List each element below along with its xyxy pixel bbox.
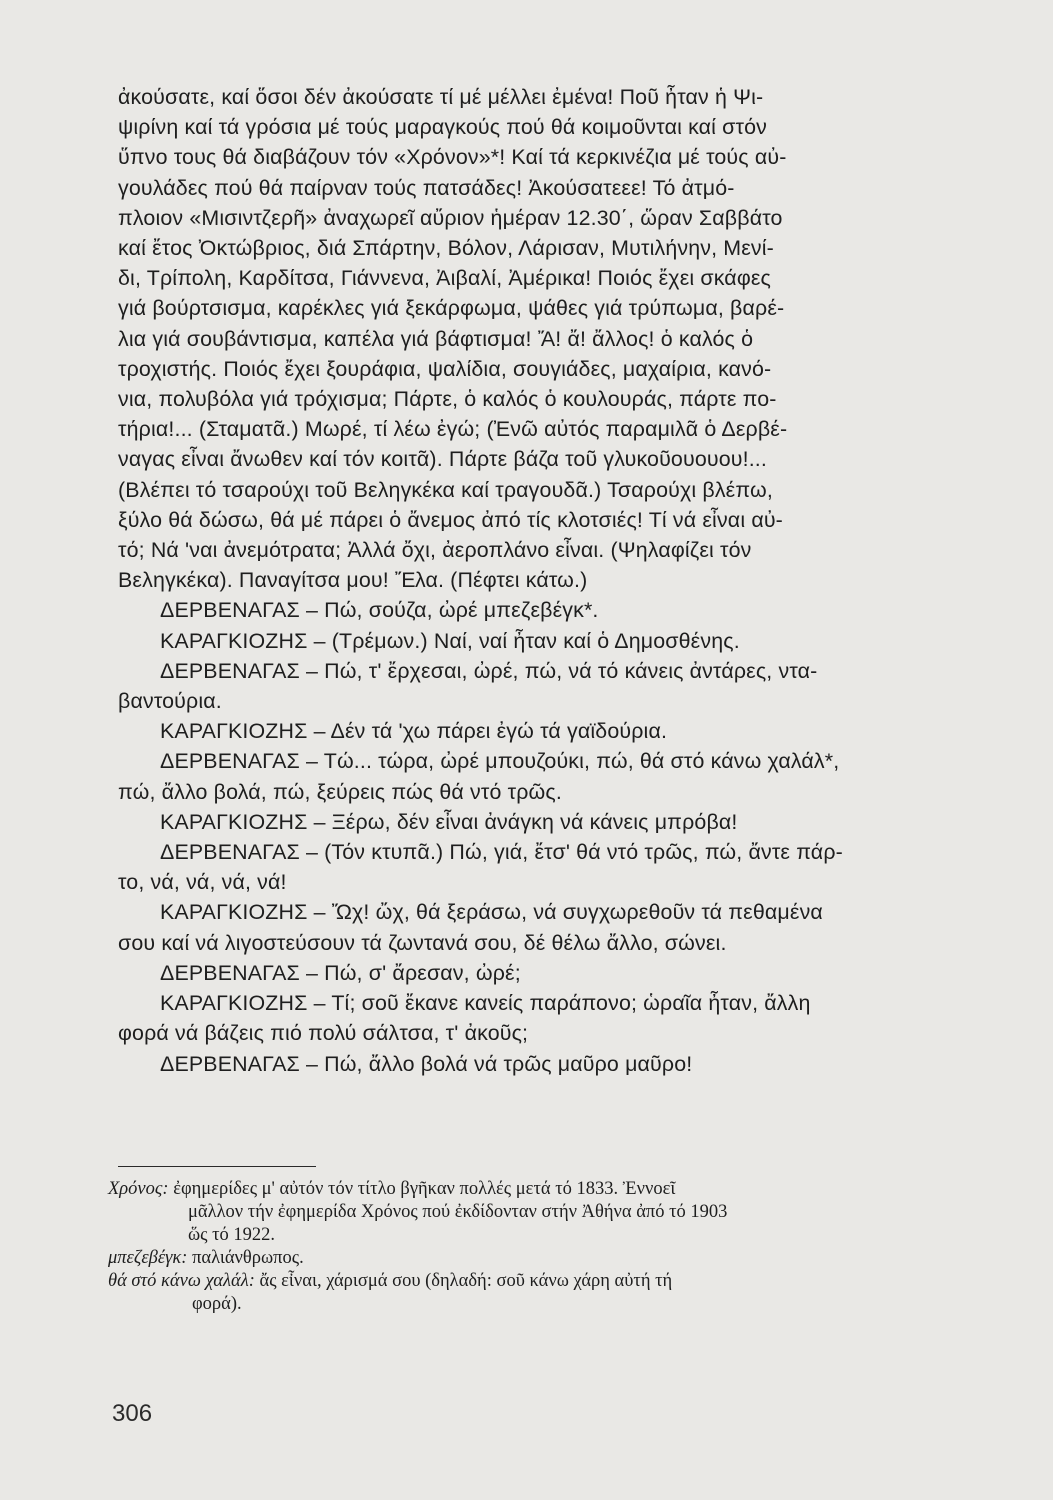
footnote-text: ὥς τό 1922. (188, 1225, 276, 1245)
dialogue-line: ΔΕΡΒΕΝΑΓΑΣ – Τώ... τώρα, ὠρέ μπουζούκι, πώ, θά στό κάνω χαλάλ*, (160, 749, 840, 774)
monologue-paragraph (118, 82, 976, 595)
text-line: λια γιά σουβάντισμα, καπέλα γιά βάφτισμα! Ἄ! ἄ! ἄλλος! ὁ καλός ὁ (118, 326, 754, 351)
text-line: νια, πολυβόλα γιά τρόχισμα; Πάρτε, ὁ καλός ὁ κουλουράς, πάρτε πο- (118, 387, 777, 412)
text-line: ψιρίνη καί τά γρόσια μέ τούς μαραγκούς πού θά κοιμοῦνται καί στόν (118, 115, 768, 140)
dialogue-line: ΚΑΡΑΓΚΙΟΖΗΣ – (Τρέμων.) Ναί, ναί ἦταν καί ὁ Δημοσθένης. (160, 628, 740, 653)
footnote-text: ἐφημερίδες μ' αὐτόν τόν τίτλο βγῆκαν πολλές μετά τό 1833. Ἐννοεῖ (173, 1179, 676, 1199)
text-line: ὕπνο τους θά διαβάζουν τόν «Χρόνον»*! Καί τά κερκινέζια μέ τούς αὐ- (118, 145, 787, 170)
dialogue-line: ΔΕΡΒΕΝΑΓΑΣ – Πώ, ἄλλο βολά νά τρῶς μαῦρο μαῦρο! (160, 1051, 693, 1076)
page-number: 306 (112, 1400, 153, 1427)
footnote-text: φορά). (192, 1294, 242, 1314)
footnote (108, 1270, 968, 1316)
dialogue-line: ΔΕΡΒΕΝΑΓΑΣ – Πώ, τ' ἔρχεσαι, ὠρέ, πώ, νά τό κάνεις ἀντάρες, ντα- (160, 658, 818, 683)
dialogue-continuation: σου καί νά λιγοστεύσουν τά ζωντανά σου, δέ θέλω ἄλλο, σώνει. (118, 930, 727, 955)
footnotes (108, 1178, 968, 1316)
dialogue-line: ΚΑΡΑΓΚΙΟΖΗΣ – Τί; σοῦ ἔκανε κανείς παράπονο; ὡραῖα ἦταν, ἄλλη (160, 991, 811, 1016)
text-line: δι, Τρίπολη, Καρδίτσα, Γιάννενα, Ἀιβαλί, Ἀμέρικα! Ποιός ἔχει σκάφες (118, 266, 771, 291)
footnote-term: μπεζεβέγκ: (108, 1248, 188, 1268)
footnote-rule (118, 1166, 316, 1167)
footnote (108, 1247, 968, 1270)
text-line: ναγας εἶναι ἄνωθεν καί τόν κοιτᾶ). Πάρτε βάζα τοῦ γλυκοῦουουου!... (118, 447, 767, 472)
footnote-text: ἄς εἶναι, χάρισμά σου (δηλαδή: σοῦ κάνω χάρη αὐτή τή (259, 1271, 673, 1291)
dialogue-line: ΚΑΡΑΓΚΙΟΖΗΣ – Ξέρω, δέν εἶναι ἀνάγκη νά κάνεις μπρόβα! (160, 809, 738, 834)
text-line: καί ἔτος Ὀκτώβριος, διά Σπάρτην, Βόλον, Λάρισαν, Μυτιλήνην, Μενί- (118, 236, 774, 261)
dialogue-line: ΚΑΡΑΓΚΙΟΖΗΣ – Ὤχ! ὤχ, θά ξεράσω, νά συγχωρεθοῦν τά πεθαμένα (160, 900, 823, 925)
text-line: ἀκούσατε, καί ὅσοι δέν ἀκούσατε τί μέ μέλλει ἐμένα! Ποῦ ἦταν ἡ Ψι- (118, 85, 764, 109)
text-line: γουλάδες πού θά παίρναν τούς πατσάδες! Ἀκούσατεεε! Τό ἀτμό- (118, 175, 735, 200)
text-line: τό; Νά 'ναι ἀνεμότρατα; Ἀλλά ὄχι, ἀεροπλάνο εἶναι. (Ψηλαφίζει τόν (118, 538, 752, 563)
text-line: (Βλέπει τό τσαρούχι τοῦ Βεληγκέκα καί τραγουδᾶ.) Τσαρούχι βλέπω, (118, 477, 773, 502)
dialogue-continuation: το, νά, νά, νά, νά! (118, 870, 287, 895)
text-line: Βεληγκέκα). Παναγίτσα μου! Ἔλα. (Πέφτει κάτω.) (118, 568, 588, 593)
footnote (108, 1178, 968, 1247)
main-text (118, 82, 976, 1079)
text-line: τήρια!... (Σταματᾶ.) Μωρέ, τί λέω ἐγώ; (Ἐνῶ αὐτός παραμιλᾶ ὁ Δερβέ- (118, 417, 788, 442)
footnote-text: παλιάνθρωπος. (192, 1248, 304, 1268)
text-line: γιά βούρτσισμα, καρέκλες γιά ξεκάρφωμα, ψάθες γιά τρύπωμα, βαρέ- (118, 296, 785, 321)
dialogue-continuation: βαντούρια. (118, 689, 222, 714)
footnote-text: μᾶλλον τήν ἐφημερίδα Χρόνος πού ἐκδίδονταν στήν Ἀθήνα ἀπό τό 1903 (188, 1202, 728, 1222)
dialogue-block (118, 595, 976, 1078)
dialogue-continuation: πώ, ἄλλο βολά, πώ, ξεύρεις πώς θά ντό τρῶς. (118, 779, 562, 804)
dialogue-line: ΔΕΡΒΕΝΑΓΑΣ – Πώ, σ' ἄρεσαν, ὠρέ; (160, 960, 521, 985)
footnote-term: θά στό κάνω χαλάλ: (108, 1271, 255, 1291)
dialogue-line: ΔΕΡΒΕΝΑΓΑΣ – (Τόν κτυπᾶ.) Πώ, γιά, ἔτσ' θά ντό τρῶς, πώ, ἄντε πάρ- (160, 840, 843, 865)
text-line: ξύλο θά δώσω, θά μέ πάρει ὁ ἄνεμος ἀπό τίς κλοτσιές! Τί νά εἶναι αὐ- (118, 507, 783, 532)
dialogue-line: ΔΕΡΒΕΝΑΓΑΣ – Πώ, σούζα, ὠρέ μπεζεβέγκ*. (160, 598, 599, 623)
dialogue-line: ΚΑΡΑΓΚΙΟΖΗΣ – Δέν τά 'χω πάρει ἐγώ τά γαϊδούρια. (160, 719, 668, 744)
text-line: πλοιον «Μισιντζερῆ» ἀναχωρεῖ αὔριον ἡμέραν 12.30΄, ὥραν Σαββάτο (118, 205, 783, 230)
footnote-term: Χρόνος: (108, 1179, 169, 1199)
text-line: τροχιστής. Ποιός ἔχει ξουράφια, ψαλίδια, σουγιάδες, μαχαίρια, κανό- (118, 356, 772, 381)
dialogue-continuation: φορά νά βάζεις πιό πολύ σάλτσα, τ' ἀκοῦς; (118, 1021, 529, 1046)
